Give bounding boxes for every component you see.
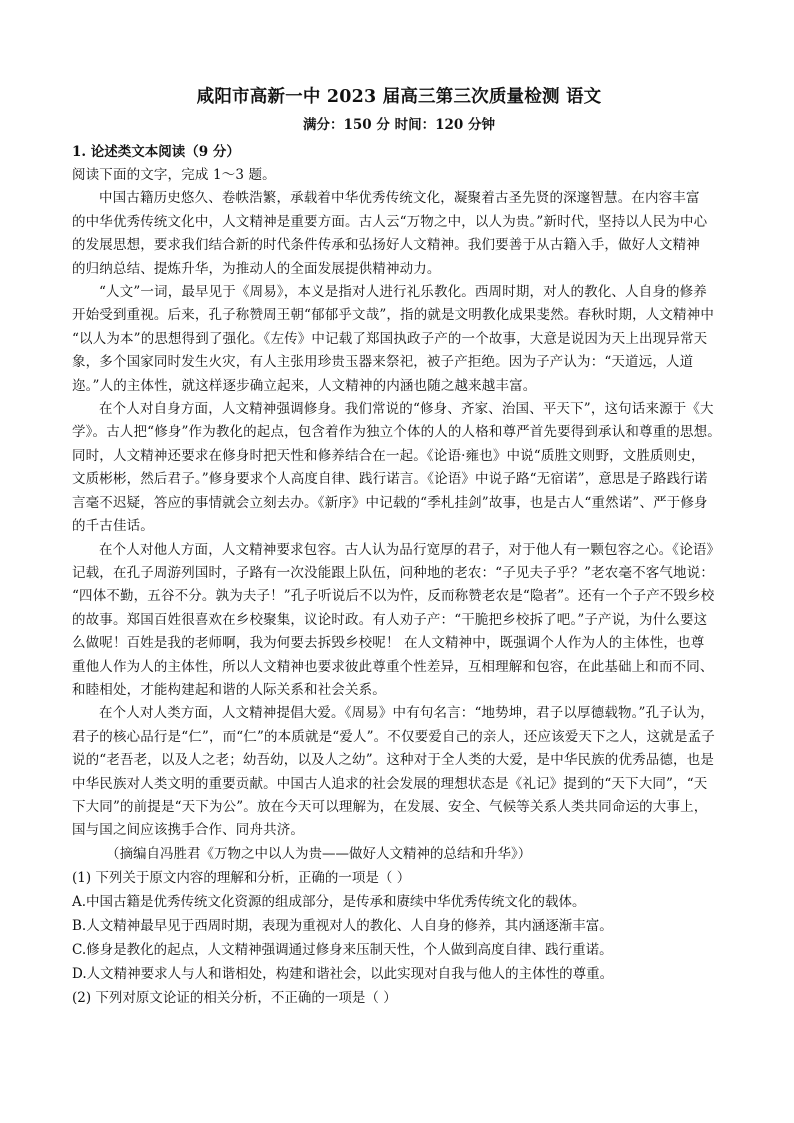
question-list: [72, 866, 726, 1010]
answer-option: B.人文精神最早见于西周时期，表现为重视对人的教化、人自身的修养，其内涵逐渐丰富。: [72, 918, 613, 935]
passage-line: 的千古佳话。: [72, 518, 154, 535]
exam-subtitle: 满分：150 分 时间：120 分钟: [303, 117, 495, 133]
passage-line: 迩。”人的主体性，就这样逐步确立起来，人文精神的内涵也随之越来越丰富。: [72, 377, 537, 394]
question-stem: (2) 下列对原文论证的相关分析，不正确的一项是（ ）: [72, 990, 397, 1007]
passage: [72, 187, 726, 842]
passage-line: 中华民族对人类文明的重要贡献。中国古人追求的社会发展的理想状态是《礼记》提到的“天下大同”，“天: [72, 775, 708, 792]
passage-paragraph: [72, 702, 726, 842]
passage-line: 同时，人文精神还要求在修身时把天性和修养结合在一起。《论语·雍也》中说“质胜文则野，文胜质则史，: [72, 447, 705, 464]
passage-line: 在个人对自身方面，人文精神强调修身。我们常说的“修身、齐家、治国、平天下”，这句话来源于《大: [99, 401, 714, 418]
passage-line: 开始受到重视。后来，孔子称赞周王朝“郁郁乎文哉”，指的就是文明教化成果斐然。春秋时期，人文精神中: [72, 307, 715, 324]
passage-line: 在个人对人类方面，人文精神提倡大爱。《周易》中有句名言：“地势坤，君子以厚德载物。”孔子认为，: [99, 705, 714, 722]
passage-line: 在个人对他人方面，人文精神要求包容。古人认为品行宽厚的君子，对于他人有一颗包容之心。《论语》: [99, 541, 721, 558]
answer-option: A.中国古籍是优秀传统文化资源的组成部分，是传承和赓续中华优秀传统文化的载体。: [72, 894, 586, 911]
passage-line: 中国古籍历史悠久、卷帙浩繁，承载着中华优秀传统文化，凝聚着古圣先贤的深邃智慧。在内容丰富: [99, 190, 700, 207]
passage-line: 的中华优秀传统文化中，人文精神是重要方面。古人云“万物之中，以人为贵。”新时代，坚持以人民为中心: [72, 213, 708, 230]
passage-paragraph: [72, 539, 726, 703]
passage-line: 下大同”的前提是“天下为公”。放在今天可以理解为，在发展、安全、气候等关系人类共同命运的大事上，: [72, 798, 708, 815]
passage-line: 国与国之间应该携手合作、同舟共济。: [72, 822, 305, 839]
passage-line: 言毫不迟疑，答应的事情就会立刻去办。《新序》中记载的“季札挂剑”故事，也是古人“重然诺”、严于修身: [72, 494, 708, 511]
passage-line: “四体不勤，五谷不分。孰为夫子！”孔子听说后不以为忤，反而称赞老农是“隐者”。还有一个子产不毁乡校: [72, 588, 715, 605]
passage-line: 文质彬彬，然后君子。”修身要求个人高度自律、践行诺言。《论语》中说子路“无宿诺”，意思是子路践行诺: [72, 471, 708, 488]
answer-option: D.人文精神要求人与人和谐相处，构建和谐社会，以此实现对自我与他人的主体性的尊重。: [72, 966, 614, 983]
exam-page: [72, 82, 726, 1010]
passage-paragraph: [72, 398, 726, 538]
answer-option: C.修身是教化的起点，人文精神强调通过修身来压制天性，个人做到高度自律、践行重诺。: [72, 942, 613, 959]
passage-line: “人文”一词，最早见于《周易》，本义是指对人进行礼乐教化。西周时期，对人的教化、人自身的修养: [99, 284, 707, 301]
passage-paragraph: [72, 187, 726, 281]
exam-title: 咸阳市高新一中 2023 届高三第三次质量检测 语文: [196, 87, 602, 107]
passage-line: 重他人作为人的主体性，所以人文精神也要求彼此尊重个性差异，互相理解和包容，在此基础上和而不同、: [72, 658, 714, 675]
passage-line: “以人为本”的思想得到了强化。《左传》中记载了郑国执政子产的一个故事，大意是说因为天上出现异常天: [72, 330, 708, 347]
passage-line: 记载，在孔子周游列国时，子路有一次没能跟上队伍，问种地的老农：“子见夫子乎？”老农毫不客气地说：: [72, 564, 715, 581]
passage-line: 君子的核心品行是“仁”，而“仁”的本质就是“爱人”。不仅要爱自己的亲人，还应该爱天下之人，这就是孟子: [72, 728, 715, 745]
passage-source: （摘编自冯胜君《万物之中以人为贵——做好人文精神的总结和升华》）: [106, 845, 532, 862]
passage-line: 说的“老吾老，以及人之老；幼吾幼，以及人之幼”。这种对于全人类的大爱，是中华民族的优秀品德，也是: [72, 752, 715, 769]
passage-paragraph: [72, 281, 726, 398]
passage-line: 象，多个国家同时发生火灾，有人主张用珍贵玉器来祭祀，被子产拒绝。因为子产认为：“天道远，人道: [72, 354, 694, 371]
passage-line: 和睦相处，才能构建起和谐的人际关系和社会关系。: [72, 681, 386, 698]
passage-line: 的归纳总结、提炼升华，为推动人的全面发展提供精神动力。: [72, 260, 441, 277]
passage-line: 的发展思想，要求我们结合新的时代条件传承和弘扬好人文精神。我们要善于从古籍入手，做好人文精神: [72, 237, 700, 254]
passage-line: 么做呢！百姓是我的老师啊，我为何要去拆毁乡校呢！ 在人文精神中，既强调个人作为人的主体性，也尊: [72, 635, 705, 652]
passage-line: 的故事。郑国百姓很喜欢在乡校聚集，议论时政。有人劝子产：“干脆把乡校拆了吧。”子产说，为什么要这: [72, 611, 708, 628]
section-heading: 1. 论述类文本阅读（9 分）: [72, 144, 240, 160]
reading-instruction: 阅读下面的文字，完成 1～3 题。: [72, 167, 276, 183]
question-stem: (1) 下列关于原文内容的理解和分析，正确的一项是（ ）: [72, 870, 411, 887]
passage-line: 学》。古人把“修身”作为教化的起点，包含着作为独立个体的人的人格和尊严首先要得到承认和尊重的思想。: [72, 424, 721, 441]
